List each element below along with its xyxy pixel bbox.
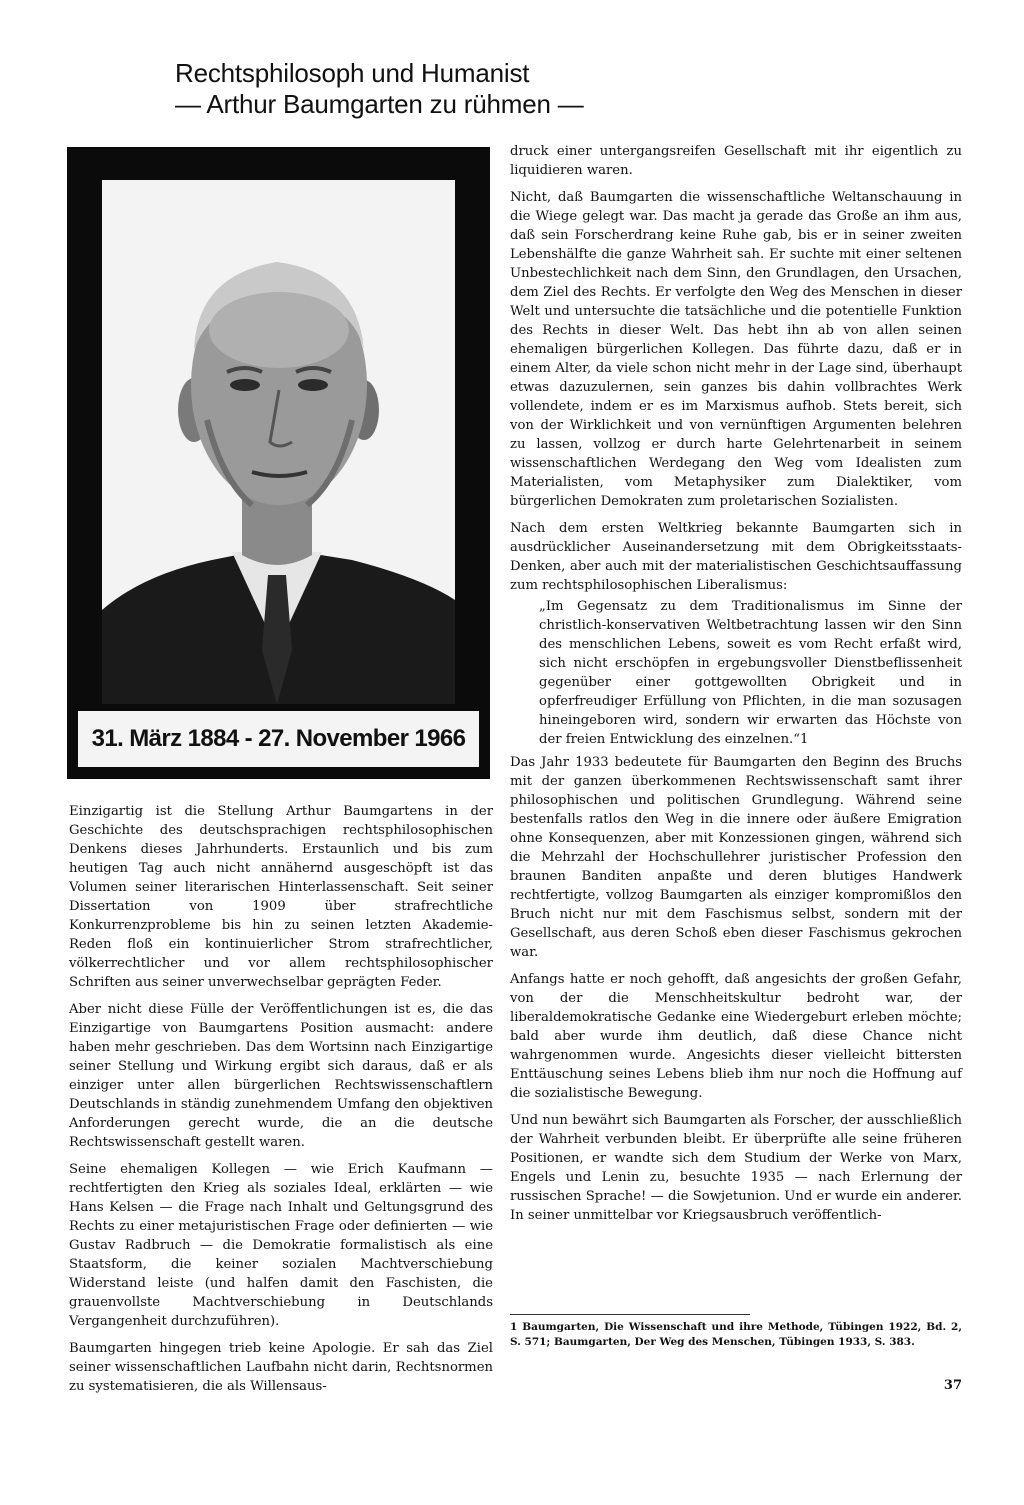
footnote-divider [510,1314,750,1315]
paragraph: Seine ehemaligen Kollegen — wie Erich Kaufmann — rechtfertigten den Krieg als soziales Ideal, erklärten — wie Hans Kelsen — die Frage nach Inhalt und Geltungsgrund des Rechts zu einer metajuristischen Frage oder definierten — wie Gustav Radbruch — die Demokratie formalistisch als eine Staatsform, die keiner sozialen Machtverschiebung Widerstand leiste (und halfen damit den Faschisten, die grauenvollste Machtverschiebung in Deutschlands Vergangenheit durchzuführen). [69,1162,493,1329]
paragraph: Aber nicht diese Fülle der Veröffentlichungen ist es, die das Einzigartige von Baumgartens Position ausmacht: andere haben mehr geschrieben. Das dem Wortsinn nach Einzigartige seiner Stellung und Wirkung ergibt sich daraus, daß er als einziger unter allen bürgerlichen Rechtswissenschaftlern Deutschlands in ständig zunehmendem Umfang den objektiven Anforderungen gerecht wurde, die an die deutsche Rechtswissenschaft gestellt waren. [69,1002,493,1150]
paragraph: Nicht, daß Baumgarten die wissenschaftliche Weltanschauung in die Wiege gelegt war. Das macht ja gerade das Große an ihm aus, daß sein Forscherdrang keine Ruhe gab, bis er in seiner zweiten Lebenshälfte die ganze Wahrheit sah. Er suchte mit einer seltenen Unbestechlichkeit nach dem Sinn, den Grundlagen, den Ursachen, dem Ziel des Rechts. Er verfolgte den Weg des Menschen in dieser Welt und untersuchte die tatsächliche und die potentielle Funktion des Rechts in dieser Welt. Das hebt ihn ab von allen seinen ehemaligen bürgerlichen Kollegen. Das führte dazu, daß er in einem Alter, da viele schon nicht mehr in der Lage sind, überhaupt etwas dazuzulernen, sein ganzes bis dahin vollbrachtes Werk vollendete, indem er es im Marxismus aufhob. Stets bereit, sich von der Wirklichkeit und von vernünftigen Argumenten belehren zu lassen, vollzog er durch harte Gelehrtenarbeit in seinem wissenschaftlichen Werdegang den Weg vom Idealisten zum Materialisten, vom Metaphysiker zum Dialektiker, vom bürgerlichen Demokraten zum proletarischen Sozialisten. [510,190,962,509]
portrait-image [102,180,455,704]
paragraph: Einzigartig ist die Stellung Arthur Baumgartens in der Geschichte des deutschsprachigen rechtsphilosophischen Denkens dieses Jahrhunderts. Erstaunlich und bis zum heutigen Tag auch nicht annähernd ausgeschöpft ist das Volumen seiner literarischen Hinterlassenschaft. Seit seiner Dissertation von 1909 über strafrechtliche Konkurrenzprobleme bis hin zu seinen letzten Akademie-Reden floß ein kontinuierlicher Strom strafrechtlicher, völkerrechtlicher und vor allem rechtsphilosophischer Schriften aus seiner unverwechselbar geprägten Feder. [69,804,493,990]
paragraph: Das Jahr 1933 bedeutete für Baumgarten den Beginn des Bruchs mit der ganzen überkommenen Rechtswissenschaft samt ihrer philosophischen und politischen Grundlegung. Während seine bestenfalls ratlos den Weg in die innere oder äußere Emigration ohne Konsequenzen, aber mit Konzessionen gingen, während sich die Mehrzahl der Hochschullehrer juristischer Profession den braunen Banditen anpaßte und deren blutiges Handwerk rechtfertigte, vollzog Baumgarten als einziger kompromißlos den Bruch nicht nur mit dem Faschismus selbst, sondern mit der Gesellschaft, aus deren Schoß eben dieser Faschismus gekrochen war. [510,755,962,960]
block-quote: „Im Gegensatz zu dem Traditionalismus im Sinne der christlich-konservativen Weltbetrachtung lassen wir den Sinn des menschlichen Lebens, soweit es vom Recht erfaßt wird, sich nicht erschöpfen in ergebungsvoller Dienstbeflissenheit gegenüber einer gottgewollten Obrigkeit und in opferfreudiger Erfüllung von Pflichten, in die man sozusagen hineingeboren wird, sondern wir erwarten das Höchste von der freien Entwicklung des einzelnen.“1 [539,599,962,747]
right-column [510,142,962,1233]
paragraph: druck einer untergangsreifen Gesellschaft mit ihr eigentlich zu liquidieren waren. [510,144,962,178]
paragraph: Und nun bewährt sich Baumgarten als Forscher, der ausschließlich der Wahrheit verbunden bleibt. Er überprüfte alle seine früheren Positionen, er wandte sich dem Studium der Werke von Marx, Engels und Lenin zu, besuchte 1935 — nach Erlernung der russischen Sprache! — die Sowjetunion. Und er wurde ein anderer. In seiner unmittelbar vor Kriegsausbruch veröffentlich- [510,1113,962,1223]
title-line-2: — Arthur Baumgarten zu rühmen — [175,89,584,119]
title-line-1: Rechtsphilosoph und Humanist [175,58,530,88]
article-title [175,58,875,120]
paragraph: Baumgarten hingegen trieb keine Apologie. Er sah das Ziel seiner wissenschaftlichen Laufbahn nicht darin, Rechtsnormen zu systematisieren, die als Willensaus- [69,1341,493,1394]
paragraph: Nach dem ersten Weltkrieg bekannte Baumgarten sich in ausdrücklicher Auseinandersetzung mit dem Obrigkeitsstaats-Denken, aber auch mit der materialistischen Geschichtsauffassung zum rechtsphilosophischen Liberalismus: [510,521,962,593]
portrait-frame [67,147,490,779]
left-column [69,802,493,1404]
footnote: 1 Baumgarten, Die Wissenschaft und ihre Methode, Tübingen 1922, Bd. 2, S. 571; Baumgarten, Der Weg des Menschen, Tübingen 1933, S. 383. [510,1321,962,1348]
portrait-caption: 31. März 1884 - 27. November 1966 [78,711,479,767]
portrait-photo [102,180,455,704]
page-number: 37 [943,1378,962,1393]
paragraph: Anfangs hatte er noch gehofft, daß angesichts der großen Gefahr, von der die Menschheitskultur bedroht war, der liberaldemokratische Gedanke eine Wiedergeburt erleben möchte; bald aber wurde ihm deutlich, daß diese Chance nicht wahrgenommen wurde. Angesichts dieser vielleicht bittersten Enttäuschung seines Lebens blieb ihm nur noch die Hoffnung auf die sozialistische Bewegung. [510,972,962,1101]
